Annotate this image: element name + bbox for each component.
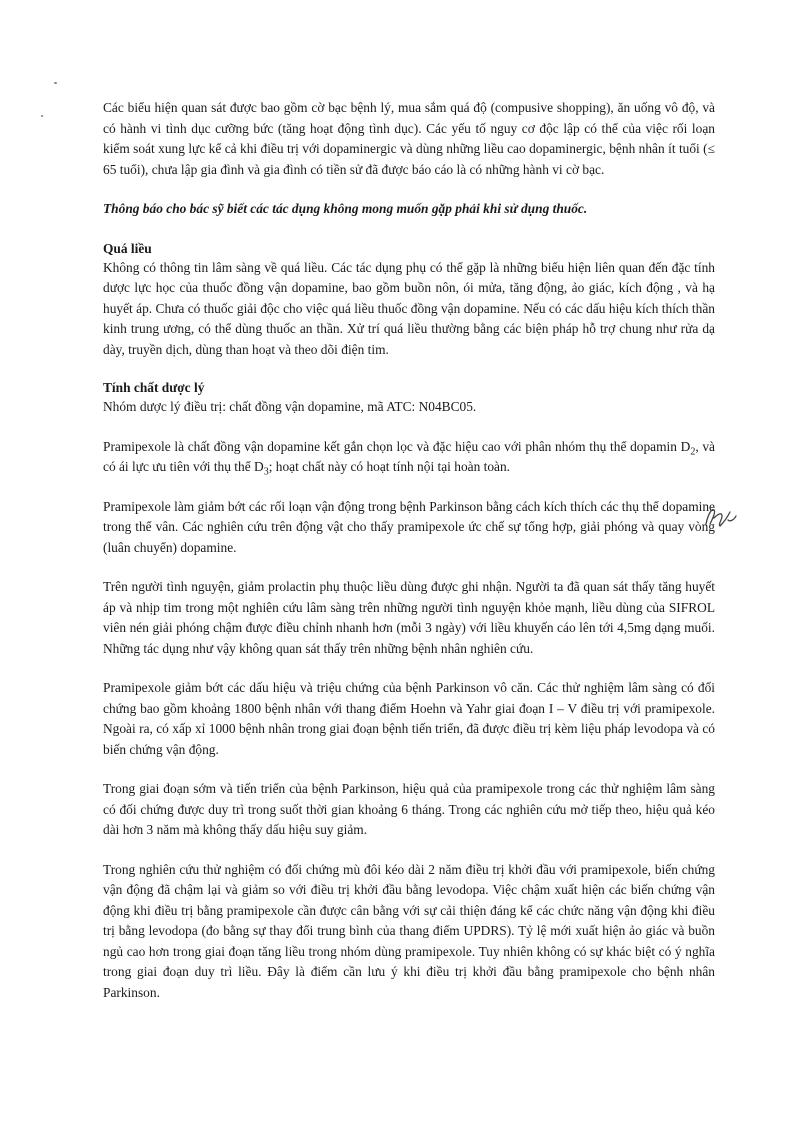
scan-speck — [54, 82, 57, 84]
adverse-effects-notice: Thông báo cho bác sỹ biết các tác dụng không mong muốn gặp phải khi sử dụng thuốc. — [103, 201, 588, 216]
receptor-paragraph — [103, 437, 715, 478]
document-page — [103, 98, 715, 1003]
early-stage-paragraph: Trong giai đoạn sớm và tiến triển của bệnh Parkinson, hiệu quả của pramipexole trong các thử nghiệm lâm sàng có đối chứng được duy trì trong suốt thời gian khoảng 6 tháng. Trong các nghiên cứu mở tiếp theo, hiệu quả kéo dài hơn 3 năm mà không thấy dấu hiệu suy giảm. — [103, 781, 715, 837]
double-blind-paragraph: Trong nghiên cứu thử nghiệm có đối chứng mù đôi kéo dài 2 năm điều trị khởi đầu với pramipexole, biến chứng vận động đã chậm lại và giảm so với điều trị khởi đầu bằng levodopa. Việc chậm xuất hiện các biến chứng vận động khi điều trị bằng pramipexole cần được cân bằng với sự cải thiện đáng kể các chức năng vận động khi điều trị bằng levodopa (đo bằng sự thay đổi trung bình của thang điểm UPDRS). Tỷ lệ mới xuất hiện ảo giác và buồn ngủ cao hơn trong giai đoạn tăng liều trong nhóm dùng pramipexole. Tuy nhiên không có sự khác biệt có ý nghĩa trong giai đoạn duy trì liều. Đây là điểm cần lưu ý khi điều trị khởi đầu bằng pramipexole cho bệnh nhân Parkinson. — [103, 861, 715, 1000]
clinical-trials-paragraph: Pramipexole giảm bớt các dấu hiệu và triệu chứng của bệnh Parkinson vô căn. Các thử nghiệm lâm sàng có đối chứng bao gồm khoảng 1800 bệnh nhân với thang điểm Hoehn và Yahr giai đoạn I – V điều trị với pramipexole. Ngoài ra, có xấp xỉ 1000 bệnh nhân trong giai đoạn bệnh tiến triển, đã được điều trị kèm liệu pháp levodopa và có biến chứng vận động. — [103, 680, 715, 757]
handwritten-initials — [700, 500, 740, 534]
pharmacology-heading: Tính chất dược lý — [103, 380, 205, 395]
overdose-heading: Quá liều — [103, 240, 152, 256]
motor-paragraph: Pramipexole làm giảm bớt các rối loạn vận động trong bệnh Parkinson bằng cách kích thích các thụ thể dopamine trong thể vân. Các nghiên cứu trên động vật cho thấy pramipexole ức chế sự tổng hợp, giải phóng và quay vòng (luân chuyển) dopamine. — [103, 498, 715, 555]
impulse-control-paragraph: Các biểu hiện quan sát được bao gồm cờ bạc bệnh lý, mua sắm quá độ (compusive shopping), ăn uống vô độ, và có hành vi tình dục cưỡng bức (tăng hoạt động tình dục). Các yếu tố nguy cơ độc lập có thể của việc rối loạn kiểm soát xung lực kể cả khi điều trị với dopaminergic và dùng những liều cao dopaminergic, bệnh nhân ít tuổi (≤ 65 tuổi), chưa lập gia đình và gia đình có tiền sử đã được báo cáo là có những hành vi cờ bạc. — [103, 100, 715, 177]
scan-speck — [41, 115, 43, 117]
pharmacology-group: Nhóm dược lý điều trị: chất đồng vận dopamine, mã ATC: N04BC05. — [103, 399, 477, 414]
volunteer-paragraph: Trên người tình nguyện, giảm prolactin phụ thuộc liều dùng được ghi nhận. Người ta đã quan sát thấy tăng huyết áp và nhịp tim trong một nghiên cứu lâm sàng trên những người tình nguyện khỏe mạnh, liều dùng của SIFROL viên nén giải phóng chậm được điều chỉnh nhanh hơn (mỗi 3 ngày) với liều khuyến cáo lên tới 4,5mg dạng muối. Những tác dụng như vậy không quan sát thấy trên những bệnh nhân nghiên cứu. — [103, 579, 715, 656]
receptor-text-a: Pramipexole là chất đồng vận dopamine kết gắn chọn lọc và đặc hiệu cao với phân nhóm thụ thể dopamin D — [103, 438, 691, 454]
overdose-paragraph: Không có thông tin lâm sàng về quá liều. Các tác dụng phụ có thể gặp là những biểu hiện liên quan đến đặc tính dược lực học của thuốc đồng vận dopamine, bao gồm buồn nôn, ói mửa, tăng động, ảo giác, kích động , và hạ huyết áp. Chưa có thuốc giải độc cho việc quá liều thuốc đồng vận dopamine. Nếu có các dấu hiệu kích thích thần kinh trung ương, có thể dùng thuốc an thần. Xử trí quá liều thường bằng các biện pháp hỗ trợ chung như rửa dạ dày, truyền dịch, dùng than hoạt và theo dõi điện tim. — [103, 259, 715, 357]
d3-subscript: 3 — [263, 466, 269, 478]
receptor-text-c: ; hoạt chất này có hoạt tính nội tại hoàn toàn. — [268, 459, 511, 474]
receptor-text-b: , và có ái lực ưu tiên với thụ thể D — [103, 438, 715, 474]
d2-subscript: 2 — [690, 446, 696, 458]
